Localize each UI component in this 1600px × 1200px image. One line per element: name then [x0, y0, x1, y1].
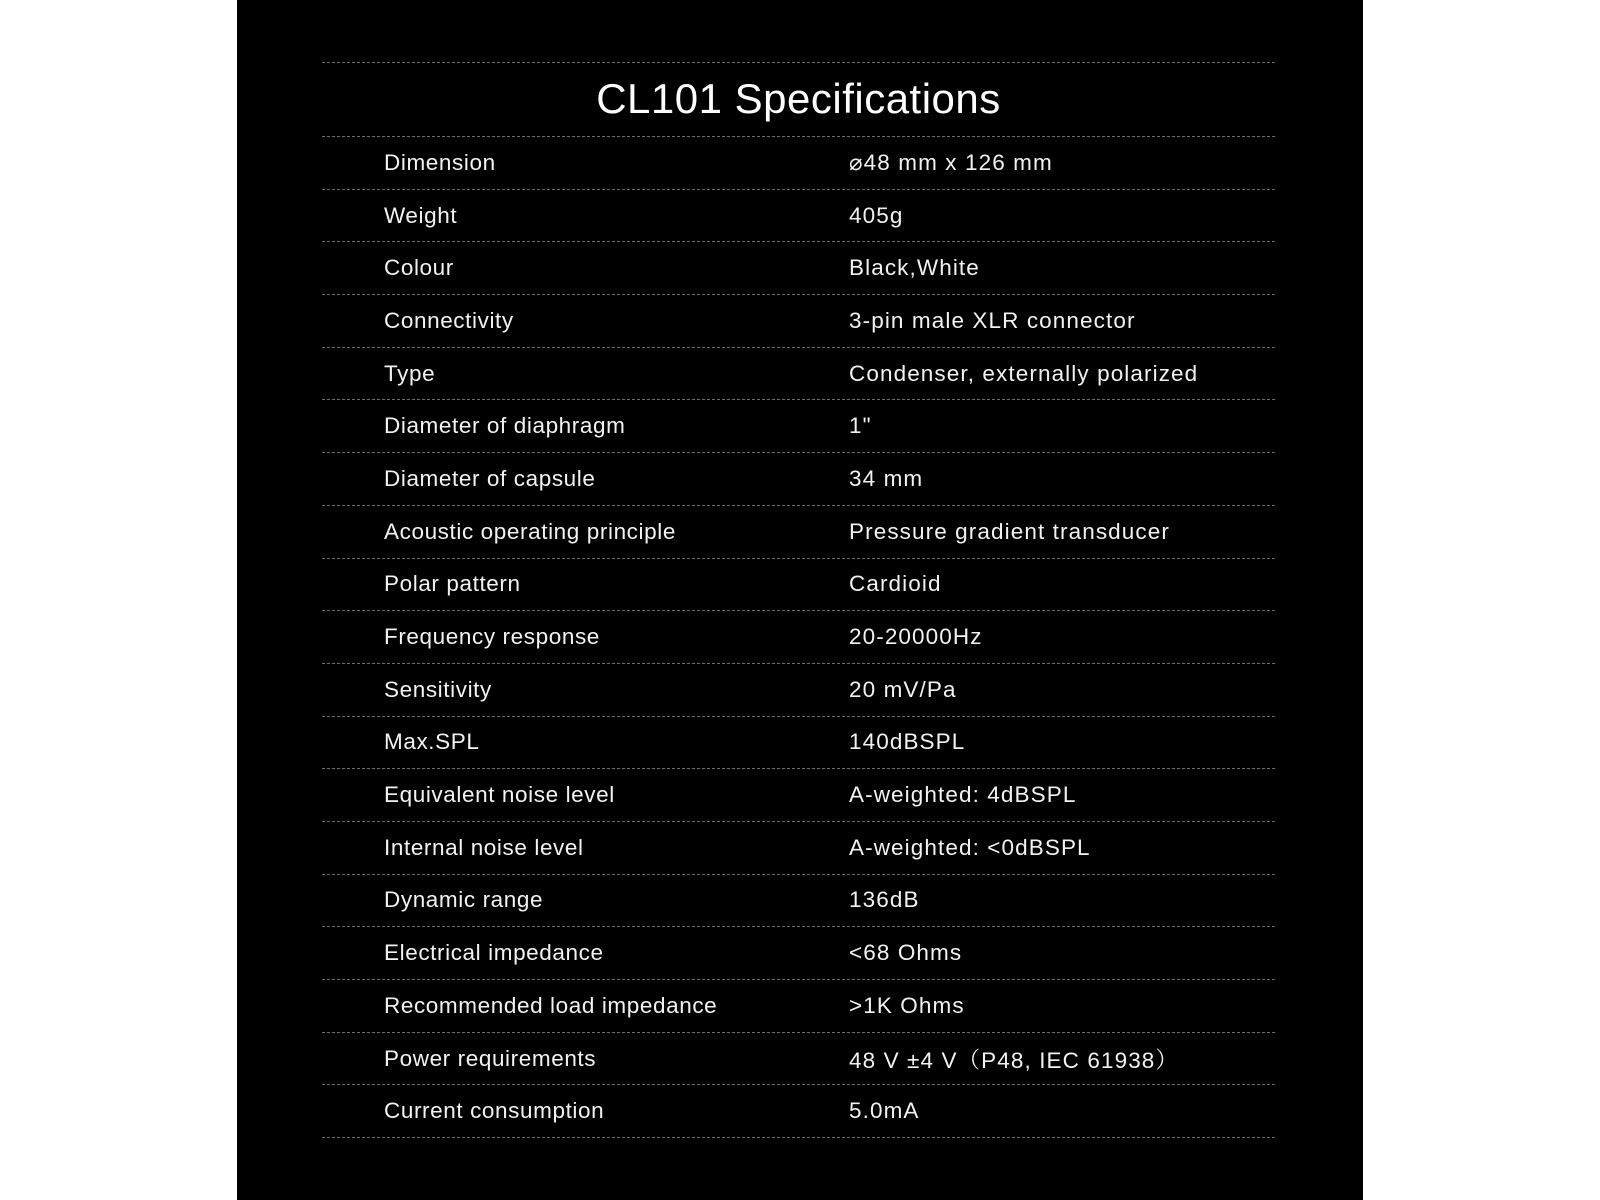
spec-value: >1K Ohms [849, 992, 965, 1018]
spec-value: 3-pin male XLR connector [849, 307, 1136, 333]
spec-panel [237, 0, 1363, 1200]
spec-row [322, 348, 1275, 401]
spec-label: Weight [384, 202, 458, 228]
spec-value: A-weighted: 4dBSPL [849, 782, 1077, 808]
spec-row [322, 664, 1275, 717]
spec-value: 405g [849, 202, 904, 228]
spec-value: 34 mm [849, 465, 924, 491]
spec-value: Condenser, externally polarized [849, 360, 1199, 386]
spec-row [322, 400, 1275, 453]
spec-value: Cardioid [849, 571, 942, 597]
title-row [322, 63, 1275, 137]
spec-value: 136dB [849, 887, 920, 913]
page-title: CL101 Specifications [596, 74, 1001, 122]
spec-value: ⌀48 mm x 126 mm [849, 149, 1053, 175]
spec-label: Sensitivity [384, 676, 492, 702]
spec-value: 5.0mA [849, 1098, 920, 1124]
spec-row [322, 769, 1275, 822]
spec-value: 140dBSPL [849, 729, 966, 755]
spec-label: Frequency response [384, 624, 600, 650]
spec-row [322, 559, 1275, 612]
spec-value: Pressure gradient transducer [849, 518, 1170, 544]
spec-row [322, 295, 1275, 348]
spec-rows [322, 137, 1275, 1138]
spec-row [322, 980, 1275, 1033]
spec-value: 20 mV/Pa [849, 676, 957, 702]
spec-label: Connectivity [384, 307, 514, 333]
spec-label: Current consumption [384, 1098, 605, 1124]
spec-row [322, 875, 1275, 928]
spec-label: Colour [384, 255, 454, 281]
spec-row [322, 927, 1275, 980]
spec-row [322, 1033, 1275, 1086]
spec-value: Black,White [849, 255, 980, 281]
spec-row [322, 822, 1275, 875]
spec-label: Diameter of diaphragm [384, 413, 626, 439]
spec-row [322, 190, 1275, 243]
spec-row [322, 1085, 1275, 1138]
spec-label: Equivalent noise level [384, 782, 615, 808]
spec-label: Recommended load impedance [384, 992, 718, 1018]
spec-table [322, 62, 1275, 1138]
spec-label: Power requirements [384, 1045, 597, 1071]
spec-label: Max.SPL [384, 729, 480, 755]
spec-label: Type [384, 360, 436, 386]
spec-label: Diameter of capsule [384, 465, 596, 491]
spec-value: <68 Ohms [849, 940, 963, 966]
spec-value: 48 V ±4 V（P48, IEC 61938） [849, 1047, 1180, 1073]
spec-label: Dynamic range [384, 887, 544, 913]
spec-row [322, 506, 1275, 559]
spec-row [322, 611, 1275, 664]
spec-label: Internal noise level [384, 834, 584, 860]
spec-label: Polar pattern [384, 571, 521, 597]
spec-value: 1" [849, 413, 872, 439]
spec-label: Electrical impedance [384, 940, 604, 966]
spec-row [322, 453, 1275, 506]
spec-row [322, 717, 1275, 770]
spec-label: Acoustic operating principle [384, 518, 676, 544]
spec-row [322, 242, 1275, 295]
spec-value: A-weighted: <0dBSPL [849, 834, 1091, 860]
spec-label: Dimension [384, 149, 496, 175]
spec-row [322, 137, 1275, 190]
spec-value: 20-20000Hz [849, 624, 983, 650]
